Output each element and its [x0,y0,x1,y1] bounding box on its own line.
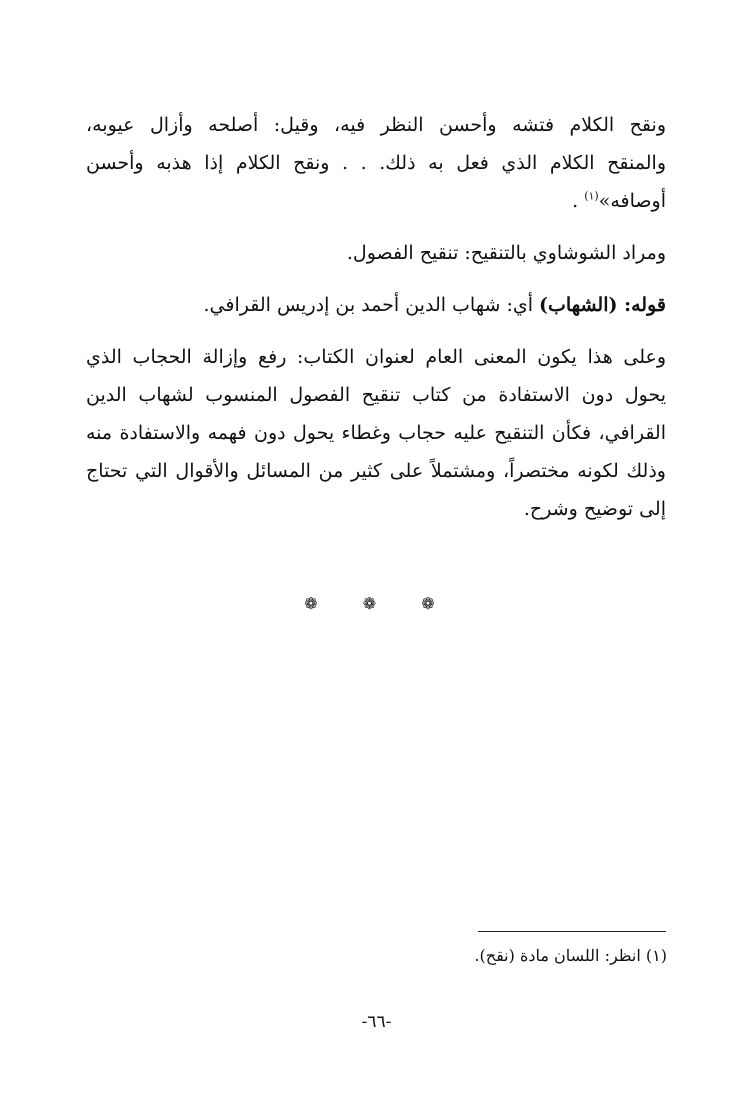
paragraph-title-meaning [86,338,666,528]
page-number: -٦٦- [361,1012,392,1032]
section-divider-ornaments [0,594,753,613]
flower-ornament-icon: ❁ [304,594,332,613]
paragraph-shihab [86,286,666,324]
text-line: يحول دون الاستفادة من كتاب تنقيح الفصول المنسوب لشهاب الدين [86,384,666,406]
paragraph-intent [86,234,666,272]
footnote: (١) انظر: اللسان مادة (نقح). [474,946,667,965]
text-line [86,286,666,324]
quoted-term: (الشهاب) [539,294,618,316]
text-line: ونقح الكلام فتشه وأحسن النظر فيه، وقيل: أصلحه وأزال عيوبه، [86,114,666,136]
paragraph-definition [86,106,666,220]
text-fragment: أي: شهاب الدين أحمد بن إدريس القرافي. [203,294,540,316]
flower-ornament-icon: ❁ [421,594,449,613]
footnote-separator [478,931,666,932]
text-line: وعلى هذا يكون المعنى العام لعنوان الكتاب: رفع وإزالة الحجاب الذي [86,346,666,368]
text-line: القرافي، فكأن التنقيح عليه حجاب وغطاء يحول دون فهمه والاستفادة منه [86,422,666,444]
text-line: إلى توضيح وشرح. [523,498,666,520]
footnote-reference[interactable]: (١) [584,189,599,203]
text-line: وذلك لكونه مختصراً، ومشتملاً على كثير من المسائل والأقوال التي تحتاج [86,460,666,482]
text-line [86,182,666,220]
flower-ornament-icon: ❁ [362,594,391,613]
text-fragment: . [572,190,585,212]
quote-lead: قوله: [617,294,666,316]
main-text [86,106,666,542]
text-line: والمنقح الكلام الذي فعل به ذلك. . . ونقح الكلام إذا هذبه وأحسن [86,152,666,174]
text-line: ومراد الشوشاوي بالتنقيح: تنقيح الفصول. [346,242,666,264]
text-fragment: أوصافه» [598,190,666,212]
